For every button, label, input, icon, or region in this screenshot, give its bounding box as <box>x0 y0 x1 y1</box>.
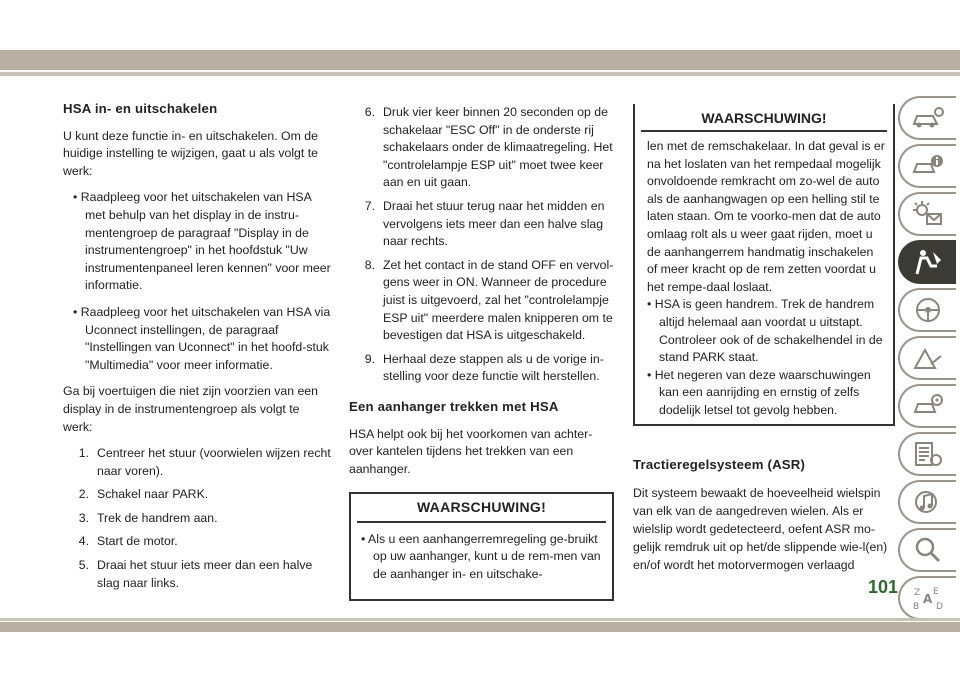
step-item <box>63 445 331 480</box>
warning-bullet: • HSA is geen handrem. Trek de handrem altijd helemaal aan voordat u uitstapt. Controleer ook of de schakelhendel in de stand PARK staat. <box>647 297 883 365</box>
paragraph: HSA helpt ook bij het voorkomen van achter-over kantelen tijdens het trekken van een aanhanger. <box>349 426 593 476</box>
step-text: Zet het contact in de stand OFF en vervol-gens weer in ON. Wanneer de procedure juist is uitgevoerd, zal het "controlelampje ESP uit" meerdere malen knipperen om te bevestigen dat HSA is uitgeschakeld. <box>383 257 614 343</box>
tab-safety[interactable] <box>898 240 956 284</box>
footer-line <box>0 618 960 621</box>
step-number: 5. <box>78 558 89 573</box>
section-heading-hsa: HSA in- en uitschakelen <box>63 101 218 116</box>
step-number: 4. <box>78 534 89 549</box>
warning-bullet: • Het negeren van deze waarschuwingen kan een aanrijding en ernstig of zelfs dodelijk letsel tot gevolg hebben. <box>647 367 871 417</box>
tab-driving[interactable] <box>898 288 956 332</box>
multimedia-icon <box>911 488 945 516</box>
header-line <box>0 72 960 76</box>
step-text: Schakel naar PARK. <box>97 487 209 502</box>
step-item <box>63 533 331 551</box>
footer-bar <box>0 622 960 632</box>
tab-search[interactable] <box>898 528 956 572</box>
warning-bullet: • Als u een aanhangerremregeling ge-bruikt op uw aanhanger, kunt u de rem-men van de aanhanger in- en uitschake- <box>361 531 601 582</box>
tab-index[interactable] <box>898 576 956 620</box>
step-item <box>349 104 614 192</box>
svg-text:D: D <box>936 602 943 612</box>
step-number: 3. <box>78 510 89 525</box>
tab-warning-lights[interactable] <box>898 192 956 236</box>
bullet-item: • Raadpleeg voor het uitschakelen van HSA via Uconnect instellingen, de paragraaf "Instellingen van Uconnect" in het hoofd-stuk "Multimedia" voor meer informatie. <box>73 304 331 372</box>
warning-body <box>351 523 612 599</box>
warning-title: WAARSCHUWING! <box>641 104 887 132</box>
header-bar <box>0 50 960 70</box>
tab-emergency[interactable] <box>898 336 956 380</box>
tab-info[interactable] <box>898 144 956 188</box>
section-heading-trailer: Een aanhanger trekken met HSA <box>349 398 559 414</box>
warning-box-continued <box>633 104 895 426</box>
tab-multimedia[interactable] <box>898 480 956 524</box>
paragraph: Dit systeem bewaakt de hoeveelheid wielspin van elk van de aangedreven wielen. Als er wielslip wordt gedetecteerd, oefent ASR mo-gelijk remdruk uit op het/de slippende wie-l(en) en/of wordt het motorvermogen verlaagd <box>633 486 888 572</box>
warning-box <box>349 492 614 600</box>
step-item <box>63 557 331 592</box>
chapter-tabs <box>898 96 960 624</box>
alphabet-index-icon <box>911 584 945 612</box>
svg-text:B: B <box>913 602 920 612</box>
specifications-icon <box>911 440 945 468</box>
tab-car-key[interactable] <box>898 96 956 140</box>
warning-lights-icon <box>911 200 945 228</box>
step-item <box>349 198 614 251</box>
warning-text: len met de remschakelaar. In dat geval is er na het loslaten van het rempedaal mogelijk onvoldoende remkracht om zo-wel de auto als de aanhangwagen op een helling stil te laten staan. Om te voorko-men dat de auto omlaag rolt als u weer gaat rijden, moet u de aanhangerrem handmatig inschakelen of meer kracht op de rem zetten voordat u het rempe-daal loslaat. <box>647 139 885 294</box>
step-number: 8. <box>364 257 375 272</box>
section-heading-asr: Tractieregelsysteem (ASR) <box>633 457 806 472</box>
step-text: Trek de handrem aan. <box>97 510 218 525</box>
tab-specifications[interactable] <box>898 432 956 476</box>
step-number: 9. <box>364 351 375 366</box>
steering-wheel-icon <box>911 296 945 324</box>
step-item <box>349 257 614 345</box>
step-text: Centreer het stuur (voorwielen wijzen recht naar voren). <box>97 446 331 478</box>
step-text: Start de motor. <box>97 534 178 549</box>
page-number: 101 <box>868 577 899 597</box>
warning-body <box>635 132 893 420</box>
step-text: Herhaal deze stappen als u de vorige in-stelling voor deze functie wilt herstellen. <box>383 351 604 384</box>
step-item <box>63 510 331 528</box>
safety-airbag-icon <box>911 248 945 276</box>
car-key-icon <box>911 104 945 132</box>
step-item <box>63 486 331 504</box>
step-text: Druk vier keer binnen 20 seconden op de schakelaar "ESC Off" in de onderste rij schakelaars onder de klimaatregeling. Het "controlelampje ESP uit" moet twee keer aan en uit gaan. <box>383 105 613 190</box>
section-asr <box>633 456 895 574</box>
step-text: Draai het stuur terug naar het midden en vervolgens iets meer dan een halve slag naar rechts. <box>383 198 605 249</box>
svg-text:E: E <box>933 587 939 597</box>
column-2 <box>349 104 614 601</box>
info-car-icon <box>911 152 945 180</box>
step-item <box>349 351 614 386</box>
search-icon <box>911 536 945 564</box>
maintenance-icon <box>911 392 945 420</box>
roadside-warning-icon <box>911 344 945 372</box>
step-number: 2. <box>78 487 89 502</box>
svg-text:Z: Z <box>914 588 921 598</box>
step-number: 6. <box>364 105 375 119</box>
column-1 <box>63 100 331 598</box>
paragraph: Ga bij voertuigen die niet zijn voorzien van een display in de instrumentengroep als volgt te werk: <box>63 384 318 434</box>
step-number: 1. <box>78 446 89 461</box>
step-text: Draai het stuur iets meer dan een halve slag naar links. <box>97 558 313 590</box>
step-number: 7. <box>364 198 375 213</box>
bullet-item: • Raadpleeg voor het uitschakelen van HSA met behulp van het display in de instru-mentengroep de paragraaf "Display in de instrumentengroep" in het hoofdstuk "Uw instrumentenpaneel leren kennen" voor meer informatie. <box>73 190 331 293</box>
tab-maintenance[interactable] <box>898 384 956 428</box>
intro-paragraph: U kunt deze functie in- en uitschakelen. Om de huidige instelling te wijzigen, gaat u als volgt te werk: <box>63 128 318 178</box>
warning-title: WAARSCHUWING! <box>357 494 606 523</box>
svg-text:A: A <box>923 592 933 606</box>
